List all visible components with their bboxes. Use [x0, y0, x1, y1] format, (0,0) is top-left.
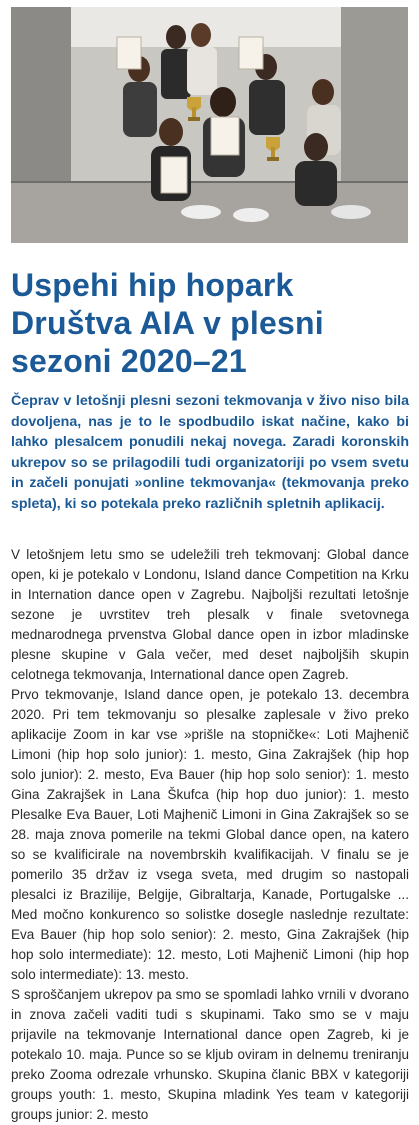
title-line-2: Društva AIA v plesni	[11, 305, 324, 341]
article-title	[11, 266, 409, 380]
article-photo	[11, 7, 408, 243]
dancers-photo-illustration	[11, 7, 408, 243]
article-lead: Čeprav v letošnji plesni sezoni tekmovanja v živo niso bila dovoljena, nas je to le spodbudilo iskat načine, kako bi lahko plesalcem ponudili nekaj novega. Zaradi koronskih ukrepov so se prilagodili tudi organizatoriji po vsem svetu in začeli ponujati »online tekmovanja« (tekmovanja preko spleta), ki so potekala preko različnih spletnih aplikacij.	[11, 393, 409, 512]
body-paragraph: Prvo tekmovanje, Island dance open, je potekalo 13. decembra 2020. Pri tem tekmovanju so plesalke zaplesale v živo preko aplikacije Zoom in kar vse »prišle na stopničke«: Loti Majhenič Limoni (hip hop solo junior): 1. mesto, Gina Zakrajšek (hip hop solo junior): 2. mesto, Eva Bauer (hip hop solo senior): 1. mesto Gina Zakrajšek in Lana Škufca (hip hop duo junior): 1. mesto Plesalke Eva Bauer, Loti Majhenič Limoni in Gina Zakrajšek so se 28. maja znova pomerile na tekmi Global dance open, na katero so se kvalificirale na novembrskih kvalifikacijah. V finalu se je pomerilo 35 držav iz vsega sveta, med drugim so nastopali plesalci iz Brazilije, Belgije, Gibraltarja, Kanade, Portugalske ... Med močno konkurenco so solistke dosegle naslednje rezultate: Eva Bauer (hip hop solo senior): 2. mesto, Gina Zakrajšek (hip hop solo intermediate): 12. mesto, Loti Majhenič Limoni (hip hop solo intermediate): 13. mesto.	[11, 687, 409, 982]
body-paragraph: V letošnjem letu smo se udeležili treh tekmovanj: Global dance open, ki je potekalo v Londonu, Island dance Competition na Krku in Internation dance open v Zagrebu. Najboljši rezultati letošnje sezone je uvrstitev treh plesalk v finale svetovnega mednarodnega prvenstva Global dance open in izbor mladinske plesne skupine v Gala večer, med deset najboljših skupin celotnega tekmovanja, International dance open Zagreb.	[11, 547, 409, 682]
title-line-3: sezoni 2020–21	[11, 343, 247, 379]
article-body	[11, 545, 409, 1125]
title-line-1: Uspehi hip hopark	[11, 267, 294, 303]
body-paragraph: S sproščanjem ukrepov pa smo se spomladi lahko vrnili v dvorano in znova začeli vaditi tudi s skupinami. Tako smo se v maju prijavile na tekmovanje International dance open Zagreb, ki je potekalo 10. maja. Punce so se kljub oviram in delnemu treniranju preko Zooma odrezale vrhunsko. Skupina članic BBX v kategoriji groups youth: 1. mesto, Skupina mladink Yes team v kategoriji groups junior: 2. mesto	[11, 987, 409, 1122]
